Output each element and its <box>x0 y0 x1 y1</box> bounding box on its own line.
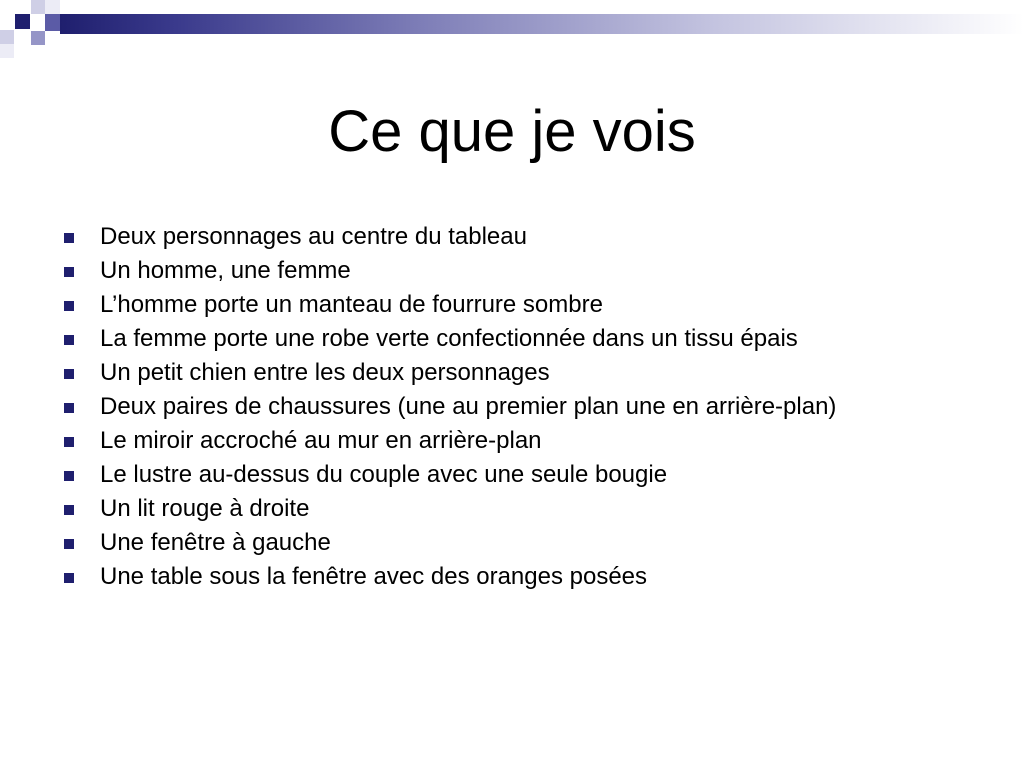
bullet-item <box>62 224 962 250</box>
bullet-item <box>62 496 962 522</box>
square-bullet-icon <box>64 233 74 243</box>
bullet-text: Le miroir accroché au mur en arrière-plan <box>100 427 542 454</box>
decor-square <box>0 30 14 44</box>
bullet-item <box>62 258 962 284</box>
slide-title: Ce que je vois <box>328 99 696 164</box>
bullet-text: Deux personnages au centre du tableau <box>100 223 527 250</box>
bullet-text: Deux paires de chaussures (une au premier plan une en arrière-plan) <box>100 393 837 420</box>
header-gradient-bar <box>60 14 1024 34</box>
bullet-item <box>62 462 962 488</box>
square-bullet-icon <box>64 505 74 515</box>
square-bullet-icon <box>64 369 74 379</box>
bullet-item <box>62 428 962 454</box>
bullet-text: La femme porte une robe verte confectionnée dans un tissu épais <box>100 325 798 352</box>
square-bullet-icon <box>64 335 74 345</box>
bullet-item <box>62 394 962 420</box>
square-bullet-icon <box>64 539 74 549</box>
bullet-text: Le lustre au-dessus du couple avec une seule bougie <box>100 461 668 488</box>
bullet-list <box>62 224 962 598</box>
bullet-text: Une fenêtre à gauche <box>100 529 331 556</box>
decor-square <box>31 31 45 45</box>
square-bullet-icon <box>64 437 74 447</box>
bullet-text: Une table sous la fenêtre avec des oranges posées <box>100 563 648 590</box>
bullet-text: Un petit chien entre les deux personnages <box>100 359 550 386</box>
square-bullet-icon <box>64 267 74 277</box>
bullet-item <box>62 292 962 318</box>
decor-square <box>0 44 14 58</box>
bullet-text: Un lit rouge à droite <box>100 495 310 522</box>
decor-square <box>31 0 45 14</box>
bullet-item <box>62 326 962 352</box>
decor-square <box>45 0 60 14</box>
decor-square <box>15 14 30 29</box>
square-bullet-icon <box>64 471 74 481</box>
bullet-text: Un homme, une femme <box>100 257 351 284</box>
bullet-item <box>62 360 962 386</box>
bullet-text: L’homme porte un manteau de fourrure sombre <box>100 291 603 318</box>
square-bullet-icon <box>64 403 74 413</box>
square-bullet-icon <box>64 301 74 311</box>
decor-square <box>45 14 60 31</box>
bullet-item <box>62 530 962 556</box>
bullet-item <box>62 564 962 590</box>
square-bullet-icon <box>64 573 74 583</box>
